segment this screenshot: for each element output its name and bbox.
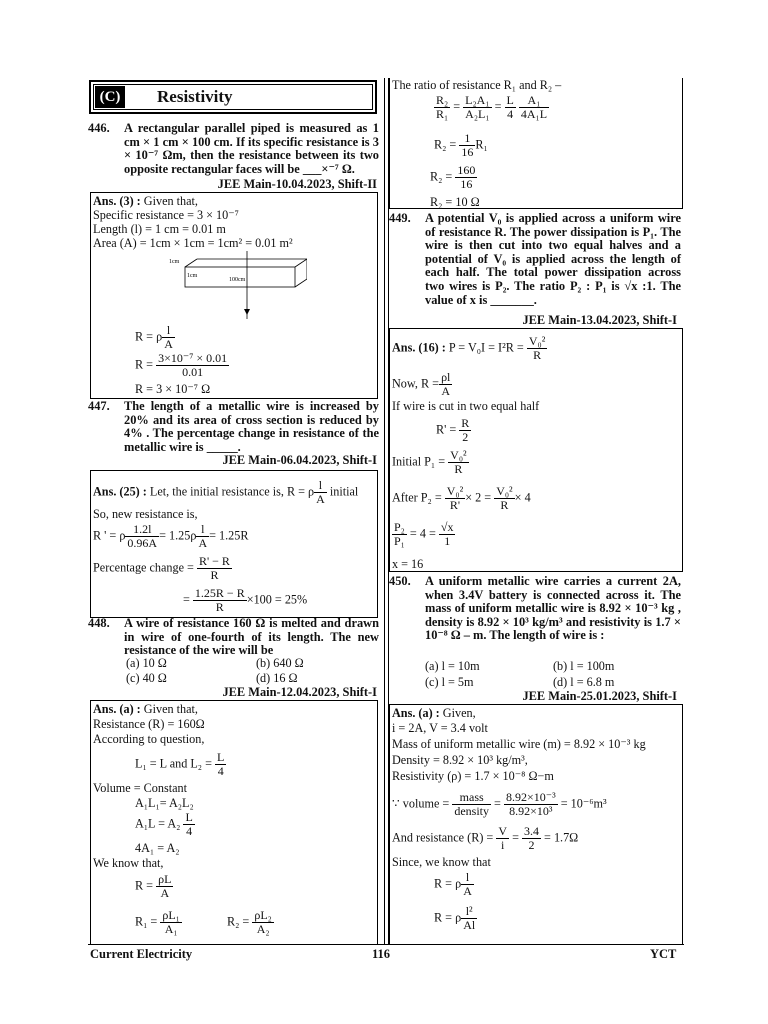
option-450-c: (c) l = 5m: [425, 675, 474, 689]
answer-box-446: Ans. (3) : Given that, Specific resistance = 3 × 10⁻⁷ Length (l) = 1 cm = 0.01 m Area (A) = 1cm × 1cm = 1cm² = 0.01 m² 1cm 1cm 100cm R = ρ $\frac{l}{A}$ R = $\frac{\text{3×10⁻⁷ × 0.01}}{0.01}$ R = 3 × 10⁻⁷ Ω: [90, 192, 378, 399]
section-header: [89, 80, 377, 114]
option-448-d: (d) 16 Ω: [256, 671, 298, 685]
parallelepiped-figure: [167, 251, 307, 319]
answer-box-450: Ans. (a) : Given, i = 2A, V = 3.4 volt Mass of uniform metallic wire (m) = 8.92 × 10⁻³ kg Density = 8.92 × 10³ kg/m³, Resistivity (ρ) = 1.7 × 10⁻⁸ Ω−m ∵ volume = mass density = $\frac{\text{8.92×10⁻³}}{\text{8.92×10³}}$ = 10⁻⁶m³ And resistance (R) = $\frac{V}{i}$ = $\frac{3.4}{2}$ = 1.7Ω Since, we know that R = ρ $\frac{l}{A}$ R = ρ $\frac{\text{l²}}{Al}$: [389, 704, 683, 944]
page: [88, 78, 684, 944]
source-446: JEE Main-10.04.2023, Shift-II: [217, 177, 377, 191]
question-446: 446. A rectangular parallel piped is measured as 1 cm × 1 cm × 100 cm. If its specific resistance is 3 × 10⁻⁷ Ωm, then the resistance between its two opposite rectangular faces will be ___×⁻⁷ Ω.: [88, 121, 379, 176]
option-448-b: (b) 640 Ω: [256, 656, 304, 670]
question-448: 448. A wire of resistance 160 Ω is melted and drawn in wire of one-fourth of its length. The new resistance of the wire will be: [88, 616, 379, 658]
svg-text:1cm: 1cm: [187, 273, 198, 279]
right-column: [389, 78, 684, 944]
svg-text:100cm: 100cm: [229, 277, 246, 283]
option-450-a: (a) l = 10m: [425, 659, 480, 673]
footer-rule: [88, 944, 684, 945]
source-450: JEE Main-25.01.2023, Shift-I: [522, 689, 677, 703]
answer-box-449: Ans. (16) : P = V₀I = I²R = $\frac{\text{V₀²}}{R}$ Now, R = $\frac{\rho l}{A}$ If wire is cut in two equal half R' = $\frac{R}{2}$ Initial P₁ = $\frac{\text{V₀²}}{R}$ After P₂ = $\frac{\text{V₀²}}{R'}$ × 2 = $\frac{\text{V₀²}}{R}$ × 4 $\frac{\text{P₂}}{\text{P₁}}$ = 4 = $\frac{√x}{1}$ x = 16: [389, 328, 683, 572]
answer-box-448-continued: The ratio of resistance R₁ and R₂ – $\frac{\text{R₂}}{\text{R₁}}$ = $\frac{\text{L₂A₁}}{\text{A₂L₁}}$ = $\frac{L}{4}$ $\frac{\text{A₁}}{\text{4A₁L}}$ R₂ = $\frac{1}{16}$ R₁ R₂ = $\frac{160}{16}$ R₂ = 10 Ω: [389, 78, 683, 209]
question-447: 447. The length of a metallic wire is increased by 20% and its area of cross section is reduced by 4% . The percentage change in resistance of the metallic wire is _____.: [88, 399, 379, 454]
option-450-b: (b) l = 100m: [553, 659, 615, 673]
svg-text:1cm: 1cm: [169, 259, 180, 265]
question-449: 449. A potential V₀ is applied across a uniform wire of resistance R. The power dissipation is P₁. The wire is then cut into two equal halves and a potential of V₀ is applied across the length of each half. The total power dissipation across two wires is P₂. The ratio P₂ : P₁ is √x :1. The value of x is _______.: [389, 211, 681, 307]
option-448-a: (a) 10 Ω: [126, 656, 167, 670]
question-450: 450. A uniform metallic wire carries a current 2A, when 3.4V battery is connected across it. The mass of uniform metallic wire is 8.92 × 10⁻³ kg , density is 8.92 × 10³ kg/m³ and resistivity is 1.7 × 10⁻⁸ Ω – m. The length of wire is :: [389, 574, 681, 643]
section-tag: (C): [95, 86, 125, 108]
section-title: Resistivity: [157, 87, 233, 106]
source-448: JEE Main-12.04.2023, Shift-I: [222, 685, 377, 699]
source-449: JEE Main-13.04.2023, Shift-I: [522, 313, 677, 327]
answer-box-447: Ans. (25) : Let, the initial resistance is, R = ρ $\frac{l}{A}$ initial So, new resistance is, R ' = ρ $\frac{1.2l}{0.96A}$ = 1.25ρ $\frac{l}{A}$ = 1.25R Percentage change = $\frac{R' - R}{R}$ = $\frac{1.25R - R}{R}$ ×100 = 25%: [90, 470, 378, 618]
footer-publisher: YCT: [650, 947, 677, 961]
footer-chapter: Current Electricity: [90, 947, 193, 961]
left-column: [88, 78, 382, 944]
option-450-d: (d) l = 6.8 m: [553, 675, 615, 689]
footer-page-number: 116: [372, 947, 391, 961]
option-448-c: (c) 40 Ω: [126, 671, 167, 685]
answer-box-448: Ans. (a) : Given that, Resistance (R) = 160Ω According to question, L₁ = L and L₂ = $\frac{L}{4}$ Volume = Constant A₁L₁= A₂L₂ A₁L = A₂ $\frac{L}{4}$ 4A₁ = A₂ We know that, R = $\frac{\rho L}{A}$ R₁ = $\frac{\text{ρL₁}}{\text{A₁}}$ R₂ = $\frac{\text{ρL₂}}{\text{A₂}}$: [90, 700, 378, 944]
source-447: JEE Main-06.04.2023, Shift-I: [222, 453, 377, 467]
